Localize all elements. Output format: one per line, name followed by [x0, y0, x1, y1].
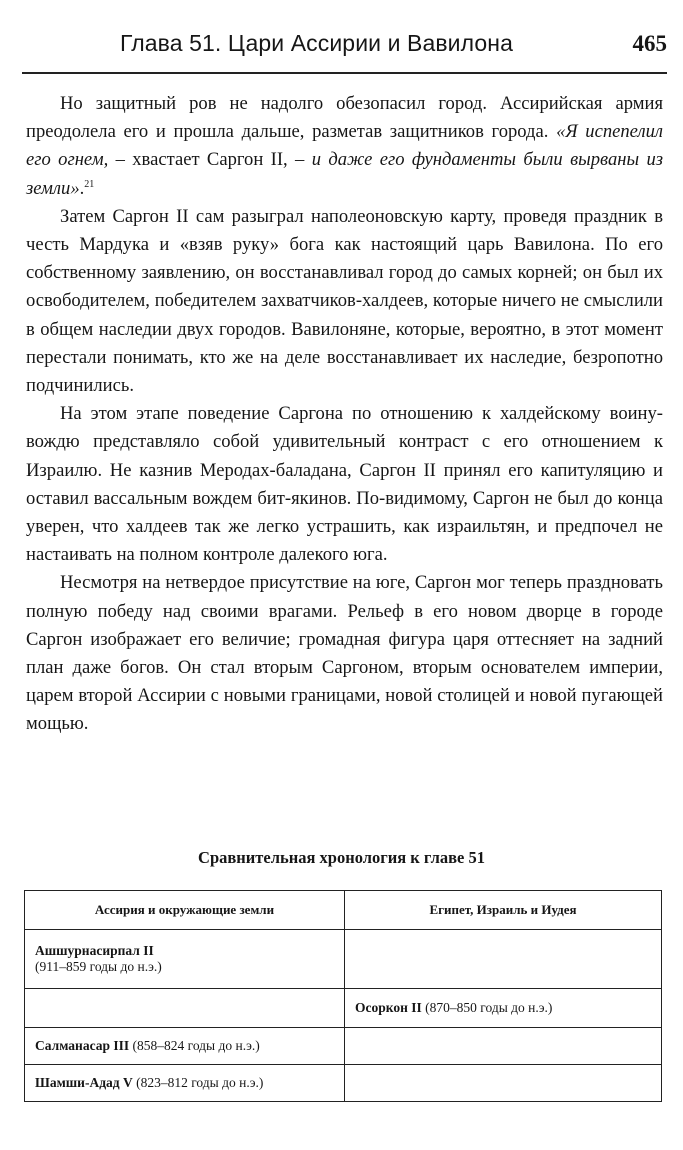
table-title: Сравнительная хронология к главе 51 — [198, 848, 485, 867]
table-row — [25, 1065, 662, 1102]
paragraph-1-text-c: . — [79, 177, 85, 199]
paragraph-2: Затем Саргон II сам разыграл наполеоновскую карту, проведя праздник в честь Мардука и «взяв руку» бога как настоящий царь Вавилона. По его собственному заявлению, он восстанавливал город до самых корней; он был их освободителем, победителем захватчиков-халдеев, которые ничего не смыслили в общем наследии двух городов. Вавилоняне, которые, вероятно, в этот момент перестали понимать, кто же на деле восстанавливает их наследие, безропотно подчинились. — [26, 205, 663, 397]
footnote-ref: 21 — [84, 178, 95, 190]
paragraph-4: Несмотря на нетвердое присутствие на юге, Саргон мог теперь праздновать полную победу над своими врагами. Рельеф в его новом дворце в городе Саргон изображает его величие; громадная фигура царя оттесняет на задний план даже богов. Он стал вторым Саргоном, вторым основателем империи, царем второй Ассирии с новыми границами, новой столицей и новой пугающей мощью. — [26, 572, 663, 735]
ruler-name: Шамши-Адад V — [35, 1075, 133, 1090]
paragraph-3: На этом этапе поведение Саргона по отношению к халдейскому воину-вождю представляло собой удивительный контраст с его отношением к Израилю. Не казнив Меродах-баладана, Саргон II принял его капитуляцию и оставил вассальным вождем бит-якинов. По-видимому, Саргон не был до конца уверен, что халдеев так же легко устрашить, как израильтян, и предпочел не настаивать на полном контроле далекого юга. — [26, 403, 663, 566]
table-row — [25, 989, 662, 1028]
ruler-name: Осоркон II — [355, 1000, 422, 1015]
ruler-dates: (911–859 годы до н.э.) — [35, 959, 162, 974]
table-row — [25, 1028, 662, 1065]
ruler-dates: (870–850 годы до н.э.) — [421, 1000, 553, 1015]
paragraph-1-quote-1: «Я испепелил его огнем, — [26, 121, 663, 171]
page-number: 465 — [632, 31, 667, 56]
table-cell — [345, 989, 662, 1028]
chapter-title: Глава 51. Цари Ассирии и Вавилона — [120, 30, 513, 56]
paragraph-1-text-b: – хвастает Саргон II, – — [108, 149, 312, 171]
table-cell — [25, 989, 345, 1028]
running-header — [22, 28, 667, 74]
paragraph-1-quote-2: и даже его фундаменты были вырваны из земли» — [26, 149, 663, 199]
column-header-egypt-israel: Египет, Израиль и Иудея — [345, 891, 662, 930]
ruler-dates: (858–824 годы до н.э.) — [129, 1038, 260, 1053]
paragraph-1 — [26, 90, 663, 203]
table-cell — [345, 1065, 662, 1102]
column-header-assyria: Ассирия и окружающие земли — [25, 891, 345, 930]
ruler-name: Салманасар III — [35, 1038, 130, 1053]
paragraph-1-text-a: Но защитный ров не надолго обезопасил город. Ассирийская армия преодолела его и прошла дальше, разметав защитников города. — [26, 93, 663, 143]
ruler-dates: (823–812 годы до н.э.) — [132, 1075, 264, 1090]
table-cell — [25, 930, 345, 989]
table-row — [25, 930, 662, 989]
table-cell — [25, 1028, 345, 1065]
table-header-row — [25, 891, 662, 930]
ruler-name: Ашшурнасирпал II — [35, 943, 154, 958]
table-cell — [345, 930, 662, 989]
body-text — [26, 90, 663, 739]
table-cell — [25, 1065, 345, 1102]
table-cell — [345, 1028, 662, 1065]
chronology-table — [24, 890, 662, 1102]
